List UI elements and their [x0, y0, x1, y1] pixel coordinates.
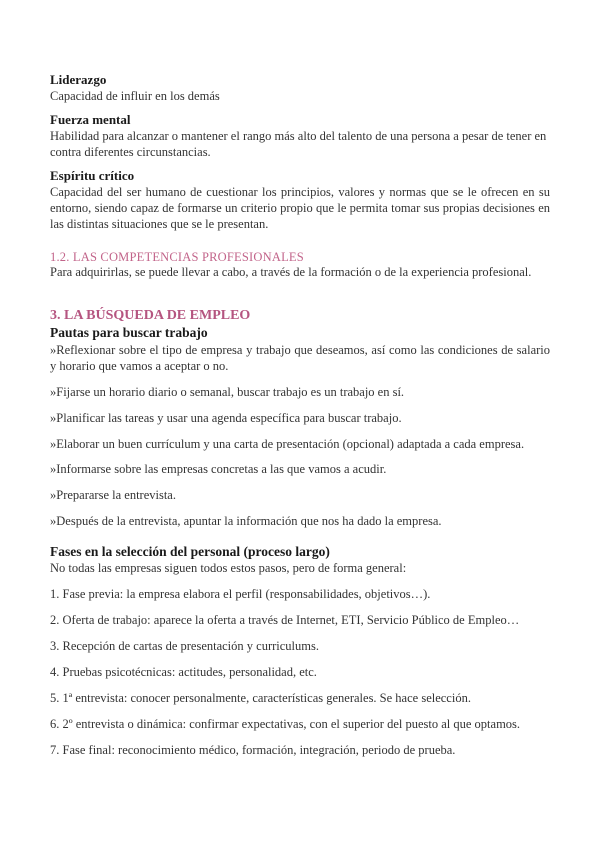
fase-item: 2. Oferta de trabajo: aparece la oferta a través de Internet, ETI, Servicio Público de Empleo…	[50, 613, 520, 627]
section-heading-competencias-profesionales: 1.2. LAS COMPETENCIAS PROFESIONALES	[50, 250, 304, 264]
fase-item: 6. 2º entrevista o dinámica: confirmar expectativas, con el superior del puesto al que optamos.	[50, 717, 521, 731]
pauta-item: »Informarse sobre las empresas concretas a las que vamos a acudir.	[50, 462, 387, 476]
pauta-item: »Planificar las tareas y usar una agenda específica para buscar trabajo.	[50, 411, 402, 425]
fases-intro: No todas las empresas siguen todos estos pasos, pero de forma general:	[50, 561, 407, 575]
term-fuerza-mental: Fuerza mental	[50, 112, 131, 127]
term-liderazgo: Liderazgo	[50, 72, 107, 87]
term-espiritu-critico: Espíritu crítico	[50, 168, 135, 183]
pauta-item: »Reflexionar sobre el tipo de empresa y trabajo que deseamos, así como las condiciones de salario y horario que vamos a aceptar o no.	[50, 343, 550, 373]
fase-item: 3. Recepción de cartas de presentación y curriculums.	[50, 639, 319, 653]
def-fuerza-mental: Habilidad para alcanzar o mantener el rango más alto del talento de una persona a pesar de tener en contra diferentes circunstancias.	[50, 129, 547, 159]
fase-item: 1. Fase previa: la empresa elabora el perfil (responsabilidades, objetivos…).	[50, 587, 431, 601]
pauta-item: »Prepararse la entrevista.	[50, 488, 176, 502]
def-espiritu-critico: Capacidad del ser humano de cuestionar los principios, valores y normas que se le ofrecen en su entorno, siendo capaz de formarse un criterio propio que le permita tomar sus propias decisiones en las distintas situaciones que se le presentan.	[50, 185, 550, 231]
fases-title: Fases en la selección del personal (proceso largo)	[50, 544, 330, 559]
section-heading-busqueda-empleo: 3. LA BÚSQUEDA DE EMPLEO	[50, 308, 251, 323]
fase-item: 7. Fase final: reconocimiento médico, formación, integración, periodo de prueba.	[50, 743, 456, 757]
fase-item: 5. 1ª entrevista: conocer personalmente, características generales. Se hace selección.	[50, 691, 471, 705]
pauta-item: »Fijarse un horario diario o semanal, buscar trabajo es un trabajo en sí.	[50, 385, 405, 399]
competencias-profesionales-text: Para adquirirlas, se puede llevar a cabo, a través de la formación o de la experiencia profesional.	[50, 265, 532, 279]
pauta-item: »Elaborar un buen currículum y una carta de presentación (opcional) adaptada a cada empresa.	[50, 437, 525, 451]
pauta-item: »Después de la entrevista, apuntar la información que nos ha dado la empresa.	[50, 514, 442, 528]
fase-item: 4. Pruebas psicotécnicas: actitudes, personalidad, etc.	[50, 665, 317, 679]
def-liderazgo: Capacidad de influir en los demás	[50, 89, 220, 103]
pautas-title: Pautas para buscar trabajo	[50, 325, 208, 340]
